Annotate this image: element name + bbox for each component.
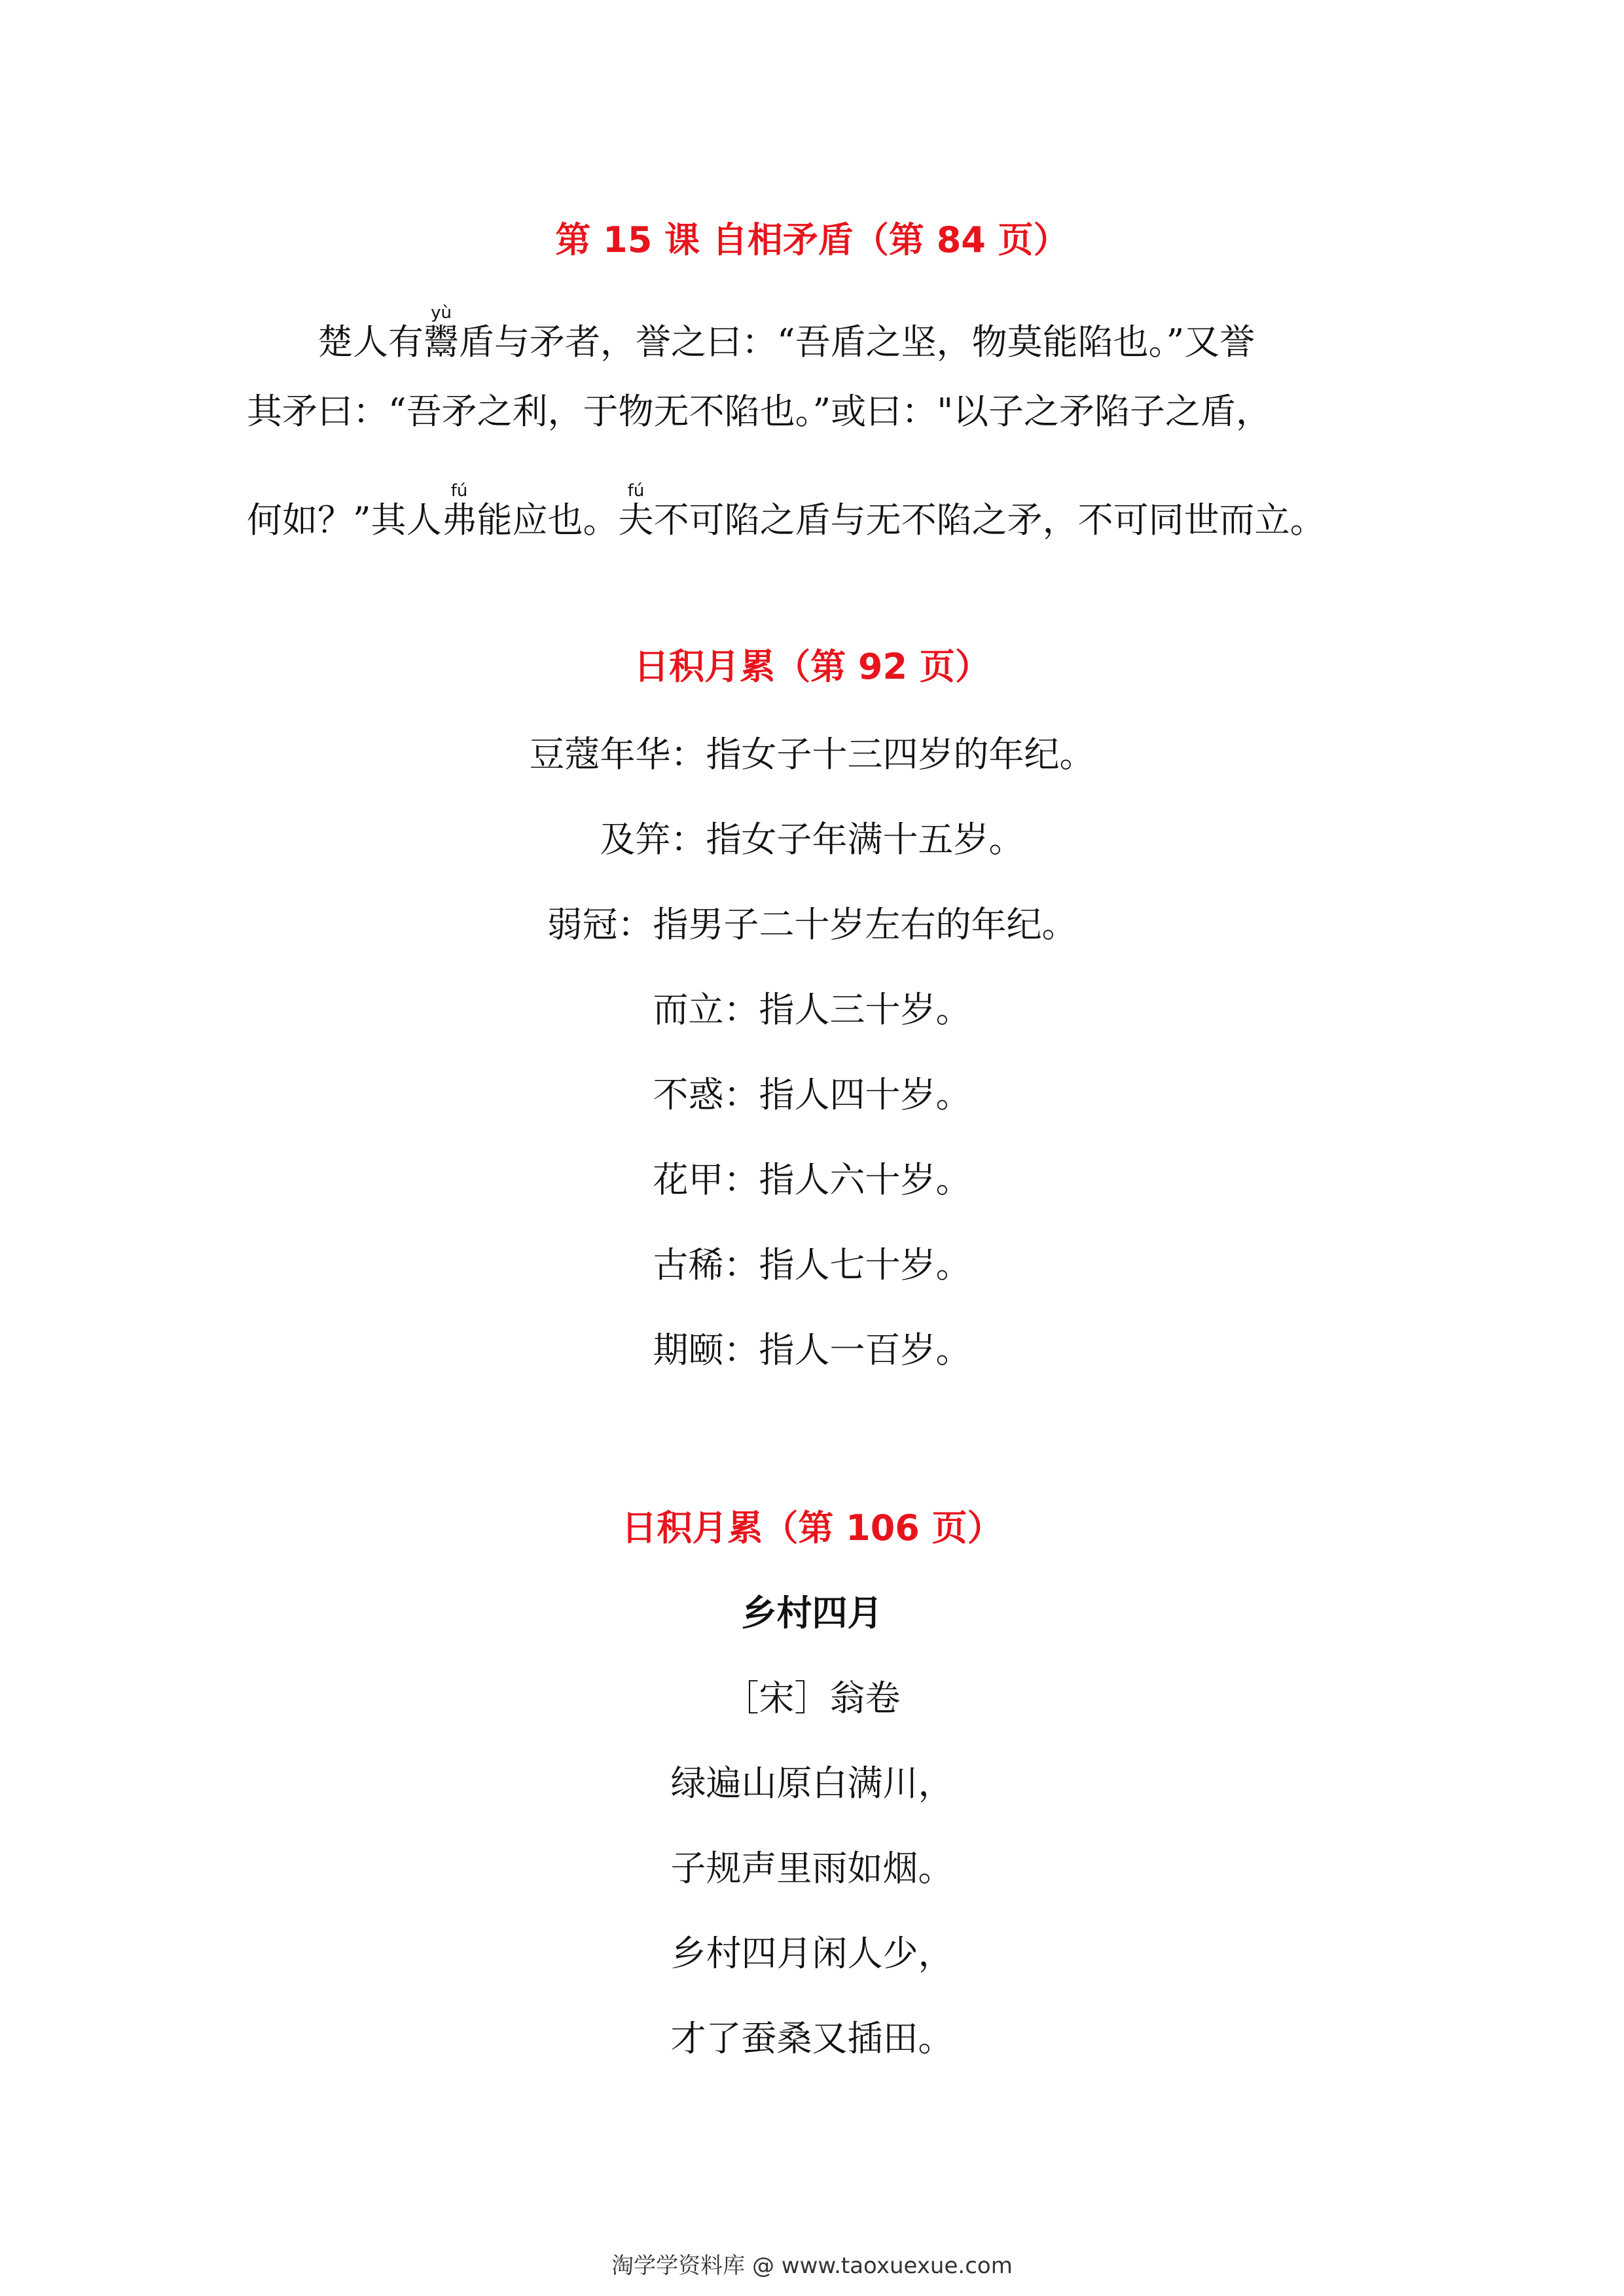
prose-text: 不可陷之盾与无不陷之矛，不可同世而立。 (653, 499, 1326, 541)
footer-watermark: 淘学学资料库 @ www.taoxuexue.com (611, 2253, 1013, 2279)
ruby-base: 夫 (618, 499, 654, 541)
idiom-line: 弱冠：指男子二十岁左右的年纪。 (547, 904, 1077, 945)
idiom-line: 期颐：指人一百岁。 (653, 1329, 971, 1371)
prose-line-2: 其矛曰：“吾矛之利，于物无不陷也。”或曰："以子之矛陷子之盾， (247, 391, 1272, 432)
poem-author: ［宋］翁卷 (723, 1677, 901, 1719)
idiom-line: 不惑：指人四十岁。 (653, 1074, 971, 1115)
ruby-base: 弗 (441, 499, 477, 541)
prose-text: 盾与矛者，誉之曰：“吾盾之坚，物莫能陷也。”又誉 (459, 321, 1255, 363)
ruby-annotation (618, 481, 654, 541)
pinyin-annotation: yù (424, 303, 459, 323)
ruby-base: 鬻 (424, 321, 459, 363)
prose-text: 能应也。 (477, 499, 619, 541)
idiom-line: 古稀：指人七十岁。 (653, 1244, 971, 1285)
poem-line: 才了蚕桑又插田。 (670, 2018, 954, 2059)
section-heading-page-92: 日积月累（第 92 页） (634, 646, 990, 687)
prose-text: 何如？”其人 (247, 499, 442, 541)
poem-title: 乡村四月 (741, 1592, 883, 1634)
pinyin-annotation: fú (441, 481, 477, 501)
idiom-line: 豆蔻年华：指女子十三四岁的年纪。 (529, 734, 1095, 775)
prose-text: 楚人有 (317, 321, 424, 363)
section-heading-lesson-15: 第 15 课 自相矛盾（第 84 页） (555, 219, 1069, 260)
poem-line: 乡村四月闲人少， (670, 1933, 954, 1974)
ruby-annotation (441, 481, 477, 541)
prose-line-1 (247, 305, 1379, 365)
poem-line: 绿遍山原白满川， (670, 1763, 954, 1804)
section-heading-page-106: 日积月累（第 106 页） (621, 1507, 1003, 1549)
poem-line: 子规声里雨如烟。 (670, 1848, 954, 1889)
idiom-line: 而立：指人三十岁。 (653, 989, 971, 1030)
idiom-line: 及笄：指女子年满十五岁。 (600, 819, 1024, 860)
pinyin-annotation: fú (618, 481, 654, 501)
idiom-line: 花甲：指人六十岁。 (653, 1159, 971, 1200)
prose-line-3 (247, 483, 1379, 543)
ruby-annotation (424, 303, 459, 363)
